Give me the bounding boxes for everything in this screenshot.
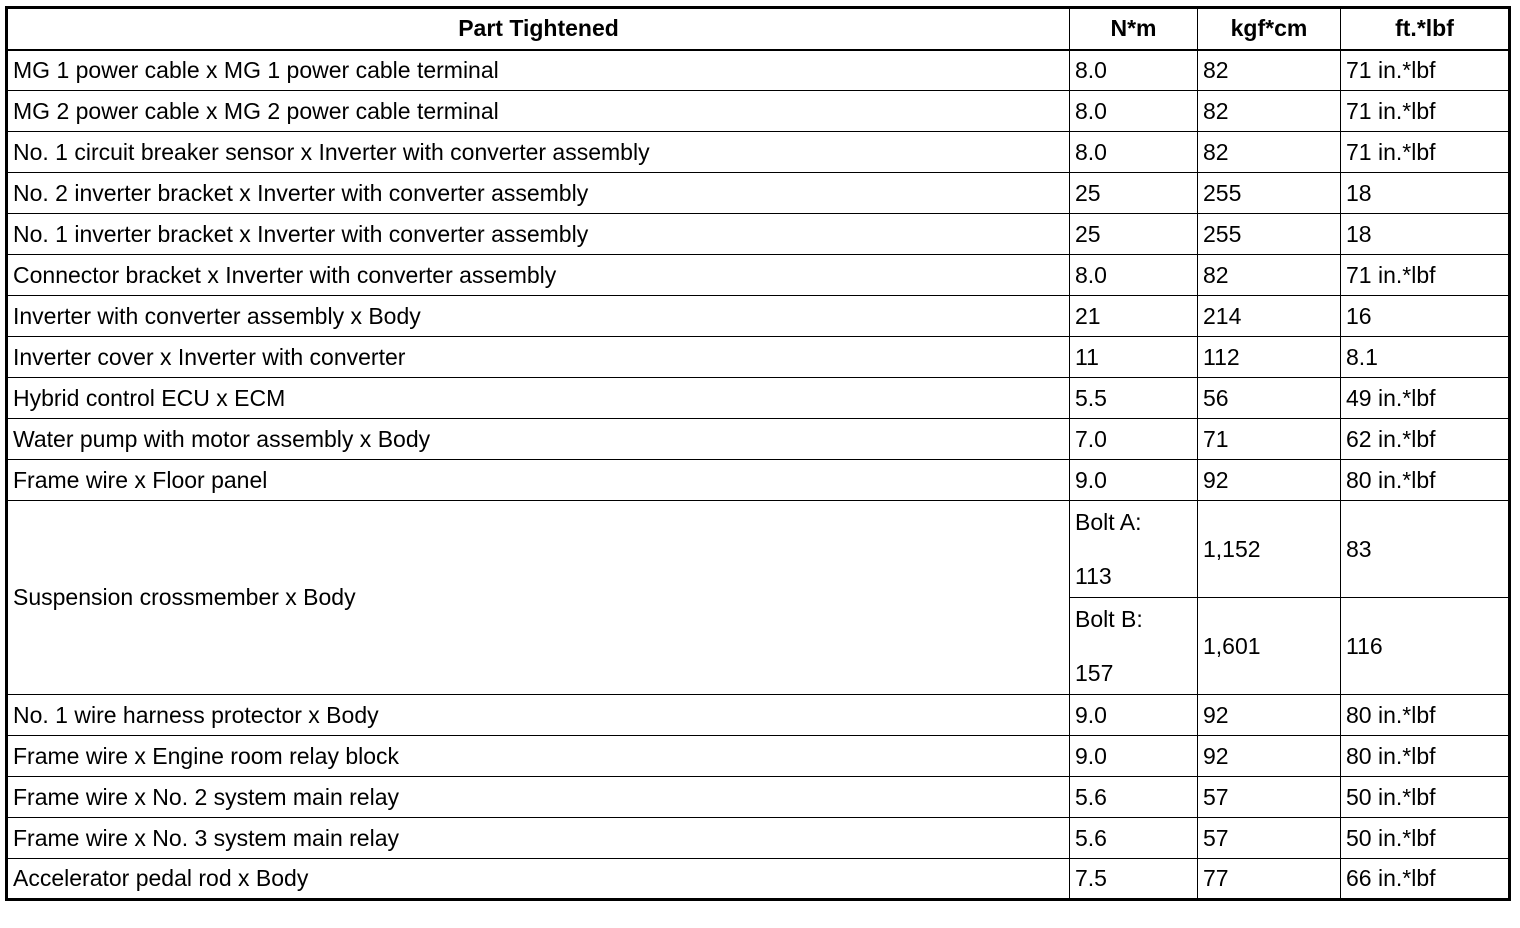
- cell-ftlbf-bolt-a: 83: [1341, 501, 1510, 598]
- table-row: [7, 296, 1510, 337]
- header-row: [7, 8, 1510, 50]
- cell-ftlbf: 62 in.*lbf: [1341, 419, 1510, 460]
- cell-ftlbf: 49 in.*lbf: [1341, 378, 1510, 419]
- bolt-b-label: Bolt B:: [1075, 606, 1143, 632]
- table-row: [7, 378, 1510, 419]
- cell-part: Frame wire x No. 2 system main relay: [7, 777, 1070, 818]
- cell-part: MG 2 power cable x MG 2 power cable terminal: [7, 91, 1070, 132]
- cell-ftlbf: 80 in.*lbf: [1341, 695, 1510, 736]
- cell-nm: 9.0: [1070, 695, 1198, 736]
- cell-part: Inverter with converter assembly x Body: [7, 296, 1070, 337]
- cell-kgfcm: 92: [1198, 695, 1341, 736]
- cell-nm: 25: [1070, 173, 1198, 214]
- cell-ftlbf: 18: [1341, 214, 1510, 255]
- cell-nm: 11: [1070, 337, 1198, 378]
- cell-kgfcm: 82: [1198, 50, 1341, 91]
- cell-kgfcm-bolt-a: 1,152: [1198, 501, 1341, 598]
- cell-kgfcm: 255: [1198, 173, 1341, 214]
- cell-ftlbf: 71 in.*lbf: [1341, 255, 1510, 296]
- cell-nm: 5.6: [1070, 818, 1198, 859]
- cell-kgfcm: 112: [1198, 337, 1341, 378]
- bolt-a-nm: 113: [1075, 563, 1112, 589]
- cell-kgfcm: 82: [1198, 132, 1341, 173]
- cell-nm: 21: [1070, 296, 1198, 337]
- cell-nm: 8.0: [1070, 132, 1198, 173]
- cell-part-suspension: Suspension crossmember x Body: [7, 501, 1070, 695]
- cell-part: Accelerator pedal rod x Body: [7, 859, 1070, 900]
- bolt-a-label: Bolt A:: [1075, 509, 1142, 535]
- cell-nm: 7.5: [1070, 859, 1198, 900]
- cell-nm: 5.6: [1070, 777, 1198, 818]
- cell-ftlbf-bolt-b: 116: [1341, 598, 1510, 695]
- cell-nm: 8.0: [1070, 255, 1198, 296]
- cell-kgfcm: 255: [1198, 214, 1341, 255]
- table-row: [7, 777, 1510, 818]
- cell-nm: 9.0: [1070, 460, 1198, 501]
- cell-kgfcm: 92: [1198, 736, 1341, 777]
- bolt-b-nm: 157: [1075, 660, 1114, 686]
- table-row: [7, 419, 1510, 460]
- cell-part: Hybrid control ECU x ECM: [7, 378, 1070, 419]
- header-ftlbf: ft.*lbf: [1341, 8, 1510, 50]
- header-part-tightened: Part Tightened: [7, 8, 1070, 50]
- cell-part: Connector bracket x Inverter with converter assembly: [7, 255, 1070, 296]
- table-row: [7, 460, 1510, 501]
- cell-nm-bolt-b: [1070, 598, 1198, 695]
- cell-part: Inverter cover x Inverter with converter: [7, 337, 1070, 378]
- cell-kgfcm: 71: [1198, 419, 1341, 460]
- cell-ftlbf: 71 in.*lbf: [1341, 91, 1510, 132]
- cell-ftlbf: 18: [1341, 173, 1510, 214]
- cell-part: No. 1 wire harness protector x Body: [7, 695, 1070, 736]
- cell-nm: 7.0: [1070, 419, 1198, 460]
- table-row: [7, 255, 1510, 296]
- table-row: [7, 214, 1510, 255]
- cell-part: Water pump with motor assembly x Body: [7, 419, 1070, 460]
- cell-part: Frame wire x Floor panel: [7, 460, 1070, 501]
- cell-kgfcm-bolt-b: 1,601: [1198, 598, 1341, 695]
- cell-kgfcm: 92: [1198, 460, 1341, 501]
- cell-kgfcm: 57: [1198, 818, 1341, 859]
- cell-nm: 8.0: [1070, 91, 1198, 132]
- table-body: [7, 50, 1510, 900]
- cell-ftlbf: 80 in.*lbf: [1341, 736, 1510, 777]
- header-nm: N*m: [1070, 8, 1198, 50]
- cell-ftlbf: 80 in.*lbf: [1341, 460, 1510, 501]
- table-row: [7, 91, 1510, 132]
- cell-part: No. 1 circuit breaker sensor x Inverter with converter assembly: [7, 132, 1070, 173]
- cell-nm: 25: [1070, 214, 1198, 255]
- table-row: [7, 818, 1510, 859]
- cell-kgfcm: 214: [1198, 296, 1341, 337]
- table-row-suspension-bolt-a: [7, 501, 1510, 598]
- cell-part: Frame wire x No. 3 system main relay: [7, 818, 1070, 859]
- cell-kgfcm: 82: [1198, 255, 1341, 296]
- cell-ftlbf: 8.1: [1341, 337, 1510, 378]
- cell-part: No. 2 inverter bracket x Inverter with converter assembly: [7, 173, 1070, 214]
- cell-ftlbf: 66 in.*lbf: [1341, 859, 1510, 900]
- cell-kgfcm: 57: [1198, 777, 1341, 818]
- cell-part: No. 1 inverter bracket x Inverter with converter assembly: [7, 214, 1070, 255]
- table-row: [7, 50, 1510, 91]
- cell-part: Frame wire x Engine room relay block: [7, 736, 1070, 777]
- cell-nm: 9.0: [1070, 736, 1198, 777]
- torque-specification-table: [5, 6, 1511, 901]
- cell-ftlbf: 50 in.*lbf: [1341, 777, 1510, 818]
- cell-kgfcm: 82: [1198, 91, 1341, 132]
- cell-ftlbf: 50 in.*lbf: [1341, 818, 1510, 859]
- table-row: [7, 173, 1510, 214]
- cell-nm: 8.0: [1070, 50, 1198, 91]
- table-row: [7, 859, 1510, 900]
- table-row: [7, 695, 1510, 736]
- cell-kgfcm: 77: [1198, 859, 1341, 900]
- table-row: [7, 132, 1510, 173]
- table-row: [7, 337, 1510, 378]
- cell-ftlbf: 16: [1341, 296, 1510, 337]
- cell-ftlbf: 71 in.*lbf: [1341, 132, 1510, 173]
- table-header: [7, 8, 1510, 50]
- header-kgfcm: kgf*cm: [1198, 8, 1341, 50]
- cell-nm: 5.5: [1070, 378, 1198, 419]
- cell-nm-bolt-a: [1070, 501, 1198, 598]
- cell-ftlbf: 71 in.*lbf: [1341, 50, 1510, 91]
- table-row: [7, 736, 1510, 777]
- cell-kgfcm: 56: [1198, 378, 1341, 419]
- cell-part: MG 1 power cable x MG 1 power cable terminal: [7, 50, 1070, 91]
